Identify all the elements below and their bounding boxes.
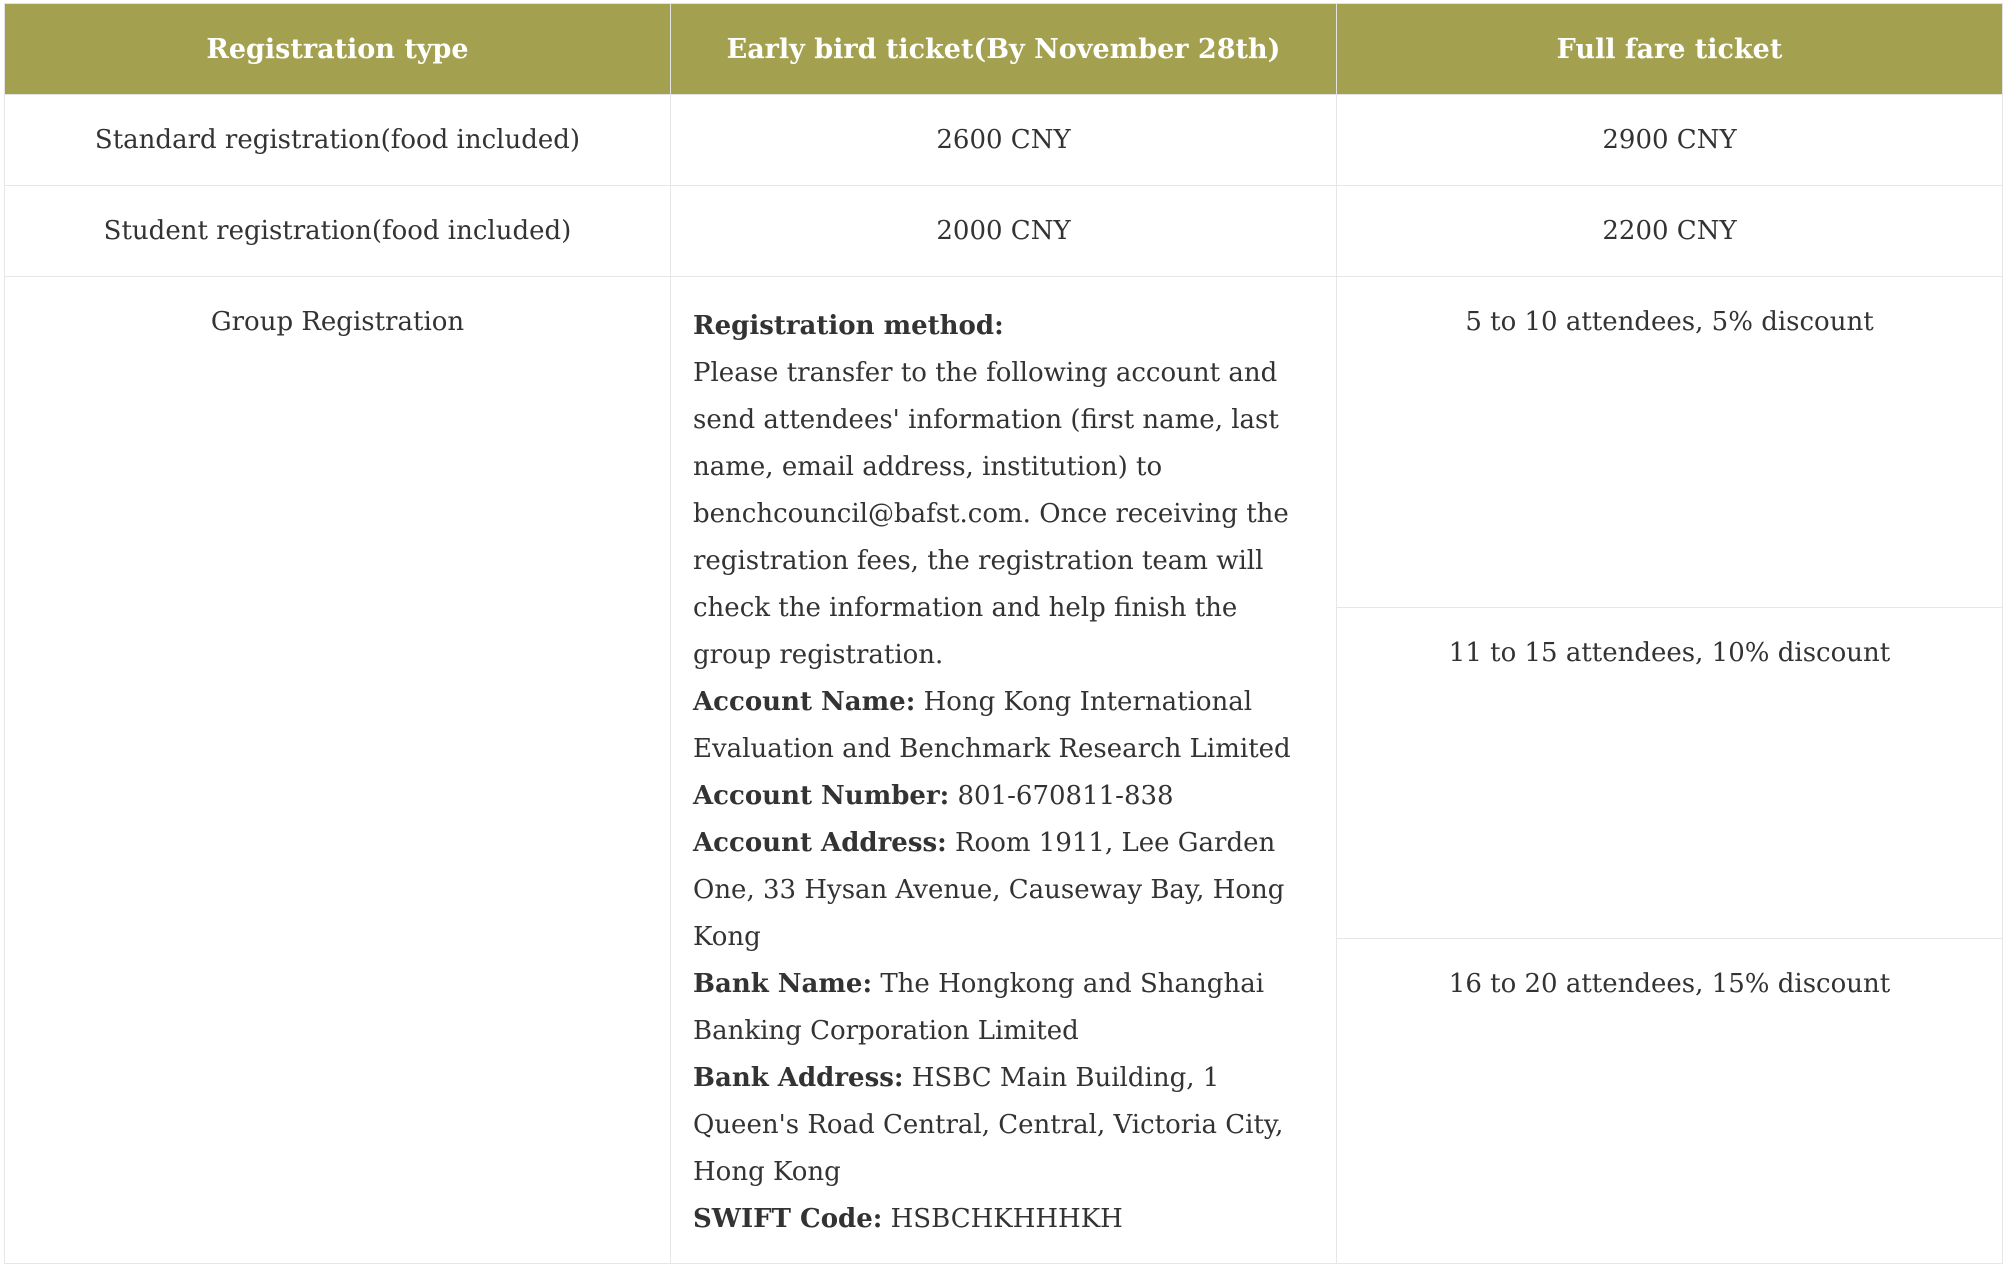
account-address-value: Room 1911, Lee Garden One, 33 Hysan Avenue, Causeway Bay, Hong Kong xyxy=(693,828,1285,952)
student-full-price: 2200 CNY xyxy=(1337,186,2003,277)
bank-address-value: HSBC Main Building, 1 Queen's Road Central, Central, Victoria City, Hong Kong xyxy=(693,1063,1284,1187)
bank-address-line xyxy=(693,1055,1314,1196)
standard-full-price: 2900 CNY xyxy=(1337,95,2003,186)
account-name-value: Hong Kong International Evaluation and Benchmark Research Limited xyxy=(693,687,1291,764)
account-name-line xyxy=(693,679,1314,773)
account-address-line xyxy=(693,820,1314,961)
discount-tier-3: 16 to 20 attendees, 15% discount xyxy=(1337,939,2003,1264)
student-type-cell: Student registration(food included) xyxy=(5,186,671,277)
swift-label: SWIFT Code: xyxy=(693,1204,883,1234)
group-method-cell xyxy=(671,277,1337,1264)
header-full-fare: Full fare ticket xyxy=(1337,4,2003,95)
account-name-label: Account Name: xyxy=(693,687,916,717)
table-row xyxy=(5,186,2003,277)
bank-name-line xyxy=(693,961,1314,1055)
standard-early-price: 2600 CNY xyxy=(671,95,1337,186)
table-row xyxy=(5,277,2003,608)
header-row xyxy=(5,4,2003,95)
bank-name-value: The Hongkong and Shanghai Banking Corporation Limited xyxy=(693,969,1265,1046)
account-number-label: Account Number: xyxy=(693,781,950,811)
group-type-cell: Group Registration xyxy=(5,277,671,1264)
account-address-label: Account Address: xyxy=(693,828,947,858)
student-early-price: 2000 CNY xyxy=(671,186,1337,277)
account-number-value: 801-670811-838 xyxy=(957,781,1174,811)
bank-name-label: Bank Name: xyxy=(693,969,873,999)
account-number-line xyxy=(693,773,1314,820)
registration-table xyxy=(4,3,2003,1264)
swift-line xyxy=(693,1196,1314,1243)
discount-tier-1: 5 to 10 attendees, 5% discount xyxy=(1337,277,2003,608)
table-row xyxy=(5,95,2003,186)
method-text: Please transfer to the following account and send attendees' information (first name, last name, email address, institution) to benchcouncil@bafst.com. Once receiving the registration fees, the registration team will check the information and help finish the group registration. xyxy=(693,358,1289,670)
header-registration-type: Registration type xyxy=(5,4,671,95)
header-early-bird: Early bird ticket(By November 28th) xyxy=(671,4,1337,95)
bank-address-label: Bank Address: xyxy=(693,1063,904,1093)
swift-value: HSBCHKHHHKH xyxy=(890,1204,1123,1234)
standard-type-cell: Standard registration(food included) xyxy=(5,95,671,186)
discount-tier-2: 11 to 15 attendees, 10% discount xyxy=(1337,608,2003,939)
method-label: Registration method: xyxy=(693,311,1004,341)
